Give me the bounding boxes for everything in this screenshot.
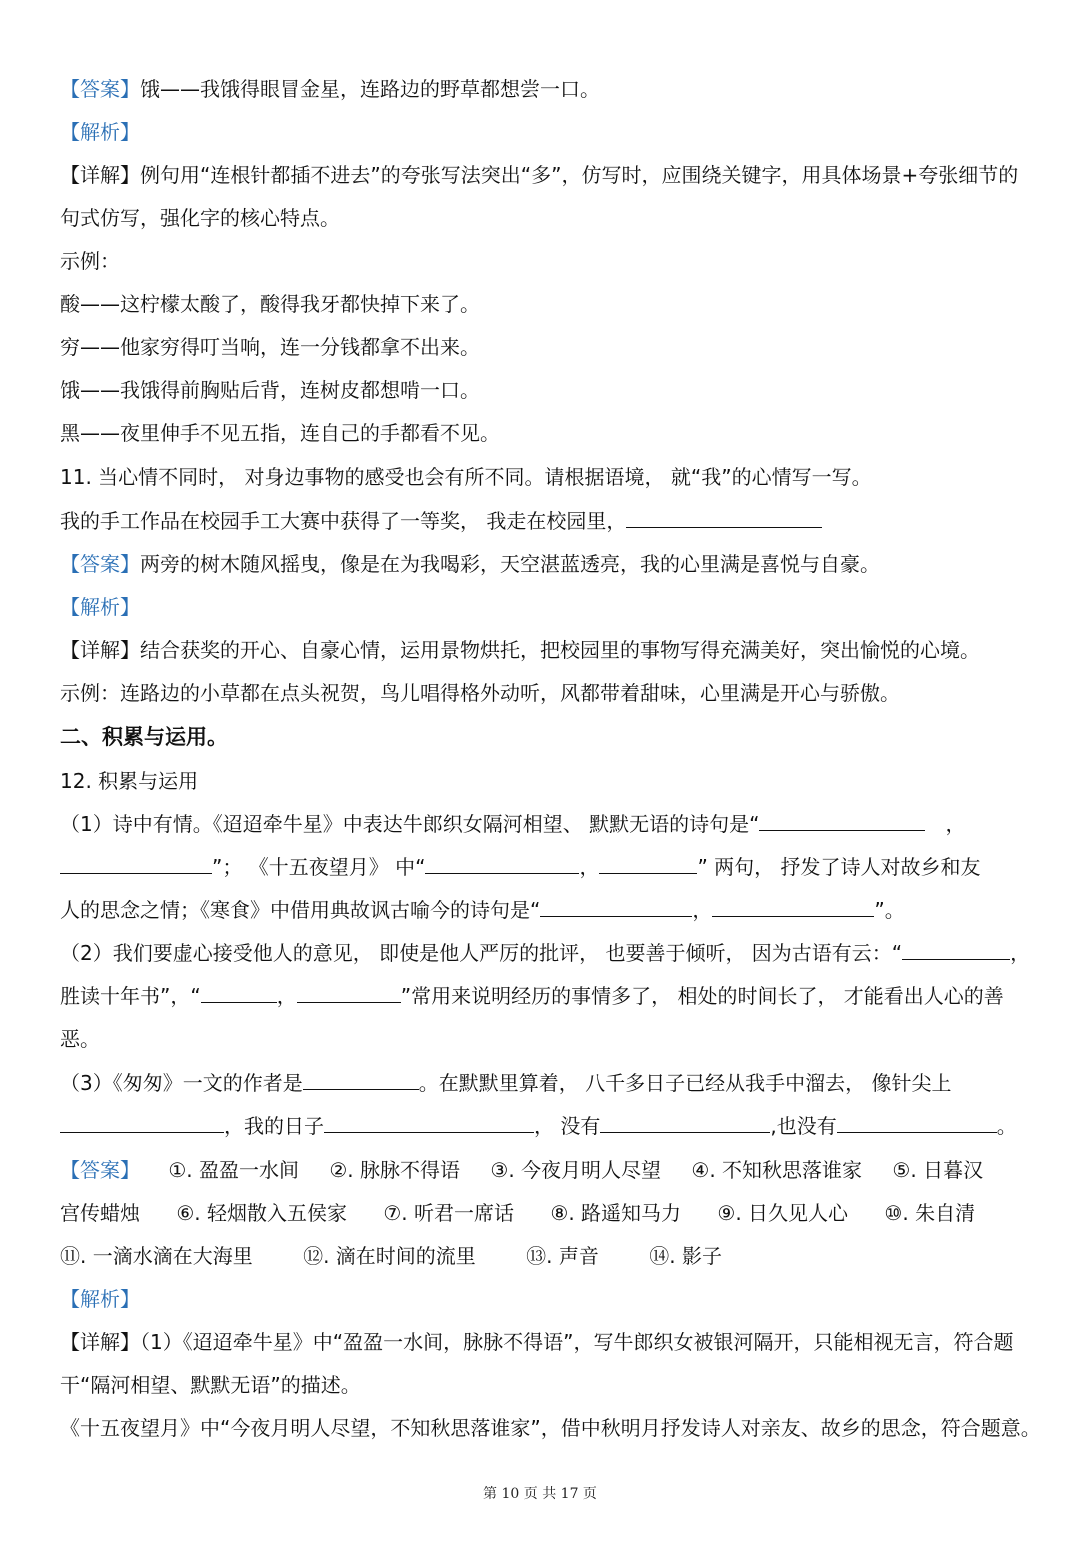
- question-text: ,也没有: [770, 1114, 837, 1138]
- punct: ，: [945, 812, 966, 836]
- punct: ，: [224, 1114, 244, 1138]
- answer-item: ⑥. 轻烟散入五侯家: [176, 1201, 348, 1225]
- question-11-prompt: [60, 508, 1035, 534]
- answer-blank[interactable]: [712, 898, 874, 917]
- question-text: 。在默默里算着， 八千多日子已经从我手中溜去， 像针尖上: [418, 1071, 952, 1095]
- answer-item: ⑧. 路遥知马力: [550, 1201, 682, 1225]
- question-12: 12. 积累与运用: [60, 769, 199, 793]
- question-text: 人的思念之情；《寒食》中借用典故讽古喻今的诗句是“: [60, 898, 541, 922]
- answer-blank[interactable]: [599, 855, 697, 874]
- detail-text: 例句用“连根针都插不进去”的夸张写法突出“多”，仿写时，应围绕关键字，用具体场景+夸张细节的: [140, 163, 1019, 187]
- answer-line-12-cont: [60, 1243, 1035, 1269]
- detail-text: （1）《迢迢牵牛星》中“盈盈一水间，脉脉不得语”，写牛郎织女被银河隔开，只能相视无言，符合题: [140, 1330, 1014, 1354]
- answer-blank[interactable]: [303, 1071, 419, 1090]
- detail-line: [60, 1329, 1035, 1355]
- answer-item: ⑤. 日暮汉: [892, 1158, 984, 1182]
- answer-blank[interactable]: [297, 984, 401, 1003]
- paragraph-line: 干“隔河相望、默默无语”的描述。: [60, 1373, 361, 1397]
- example-line: 酸——这柠檬太酸了，酸得我牙都快掉下来了。: [60, 292, 480, 316]
- paragraph-line: 《十五夜望月》中“今夜月明人尽望，不知秋思落谁家”，借中秋明月抒发诗人对亲友、故乡的思念，符合题意。: [60, 1416, 1041, 1440]
- example-line: 穷——他家穷得叮当响，连一分钱都拿不出来。: [60, 335, 480, 359]
- punct: 。: [996, 1114, 1017, 1138]
- answer-item: ①. 盈盈一水间: [168, 1158, 300, 1182]
- example-line: 示例：连路边的小草都在点头祝贺，鸟儿唱得格外动听，风都带着甜味，心里满是开心与骄傲。: [60, 681, 900, 705]
- example-line: 黑——夜里伸手不见五指，连自己的手都看不见。: [60, 421, 500, 445]
- answer-text: 两旁的树木随风摇曳，像是在为我喝彩，天空湛蓝透亮，我的心里满是喜悦与自豪。: [140, 552, 880, 576]
- punct: ，: [276, 984, 297, 1008]
- answer-item: ④. 不知秋思落谁家: [691, 1158, 863, 1182]
- section-heading: 二、积累与运用。: [60, 725, 228, 749]
- answer-item: ③. 今夜月明人尽望: [490, 1158, 662, 1182]
- answer-item: 宫传蜡烛: [60, 1201, 140, 1225]
- answer-item: ②. 脉脉不得语: [329, 1158, 461, 1182]
- answer-blank[interactable]: [60, 855, 212, 874]
- answer-tag: 【答案】: [60, 552, 140, 576]
- answer-line-11: [60, 551, 1035, 577]
- question-text: ”。: [874, 898, 905, 922]
- question-text: ”常用来说明经历的事情多了， 相处的时间长了， 才能看出人心的善: [400, 984, 1004, 1008]
- answer-item: ⑨. 日久见人心: [717, 1201, 849, 1225]
- answer-blank[interactable]: [837, 1114, 997, 1133]
- answer-blank[interactable]: [324, 1114, 534, 1133]
- question-text: （2）我们要虚心接受他人的意见， 即使是他人严厉的批评， 也要善于倾听， 因为古语有云：“: [60, 941, 903, 965]
- answer-line-12: [60, 1157, 1035, 1183]
- paragraph-line: 示例：: [60, 249, 120, 273]
- page-footer: 第 10 页 共 17 页: [483, 1486, 597, 1502]
- detail-text: 结合获奖的开心、自豪心情，运用景物烘托，把校园里的事物写得充满美好，突出愉悦的心境。: [140, 638, 980, 662]
- answer-blank[interactable]: [425, 855, 579, 874]
- question-12-2: [60, 940, 1035, 966]
- detail-tag: 【详解】: [60, 163, 140, 187]
- answer-blank[interactable]: [201, 984, 277, 1003]
- question-text: 我的日子: [244, 1114, 324, 1138]
- answer-tag: 【答案】: [60, 1158, 140, 1182]
- question-text: ， 没有: [534, 1114, 601, 1138]
- example-line: 饿——我饿得前胸贴后背，连树皮都想啃一口。: [60, 378, 480, 402]
- punct: ，: [579, 855, 600, 879]
- answer-blank[interactable]: [902, 941, 1010, 960]
- answer-blank[interactable]: [540, 898, 692, 917]
- question-12-1-cont: [60, 897, 1035, 923]
- detail-tag: 【详解】: [60, 638, 140, 662]
- analysis-tag: 【解析】: [60, 1287, 140, 1311]
- question-text: （1）诗中有情。《迢迢牵牛星》中表达牛郎织女隔河相望、 默默无语的诗句是“: [60, 812, 760, 836]
- detail-line: [60, 637, 1035, 663]
- answer-item: ⑪. 一滴水滴在大海里: [60, 1244, 253, 1268]
- paragraph-line: 句式仿写，强化字的核心特点。: [60, 206, 340, 230]
- question-12-1: [60, 811, 1035, 837]
- answer-line-10: [60, 76, 1035, 102]
- answer-item: ⑦. 听君一席话: [383, 1201, 515, 1225]
- answer-item: ⑩. 朱自清: [884, 1201, 976, 1225]
- answer-blank[interactable]: [759, 812, 925, 831]
- answer-text: 饿——我饿得眼冒金星，连路边的野草都想尝一口。: [140, 77, 600, 101]
- detail-line: [60, 162, 1035, 188]
- answer-blank[interactable]: [626, 509, 822, 528]
- question-text: ”； 《十五夜望月》 中“: [212, 855, 426, 879]
- analysis-tag: 【解析】: [60, 120, 140, 144]
- prompt-text: 我的手工作品在校园手工大赛中获得了一等奖， 我走在校园里，: [60, 509, 627, 533]
- answer-item: ⑫. 滴在时间的流里: [303, 1244, 476, 1268]
- question-12-2-cont: [60, 983, 1035, 1009]
- question-11: 11. 当心情不同时， 对身边事物的感受也会有所不同。请根据语境， 就“我”的心情写一写。: [60, 465, 872, 489]
- answer-item: ⑭. 影子: [649, 1244, 722, 1268]
- punct: ，: [1010, 941, 1031, 965]
- question-12-3-cont: [60, 1113, 1035, 1139]
- answer-tag: 【答案】: [60, 77, 140, 101]
- answer-item: ⑬. 声音: [526, 1244, 599, 1268]
- question-12-3: [60, 1070, 1035, 1096]
- punct: ，: [692, 898, 713, 922]
- question-text: （3）《匆匆》一文的作者是: [60, 1071, 303, 1095]
- question-text: 胜读十年书”，“: [60, 984, 201, 1008]
- detail-tag: 【详解】: [60, 1330, 140, 1354]
- question-12-1-cont: [60, 854, 1035, 880]
- answer-blank[interactable]: [60, 1114, 224, 1133]
- question-text: ” 两句， 抒发了诗人对故乡和友: [697, 855, 981, 879]
- analysis-tag: 【解析】: [60, 595, 140, 619]
- answer-blank[interactable]: [600, 1114, 770, 1133]
- answer-line-12-cont: [60, 1200, 1035, 1226]
- paragraph-line: 恶。: [60, 1027, 100, 1051]
